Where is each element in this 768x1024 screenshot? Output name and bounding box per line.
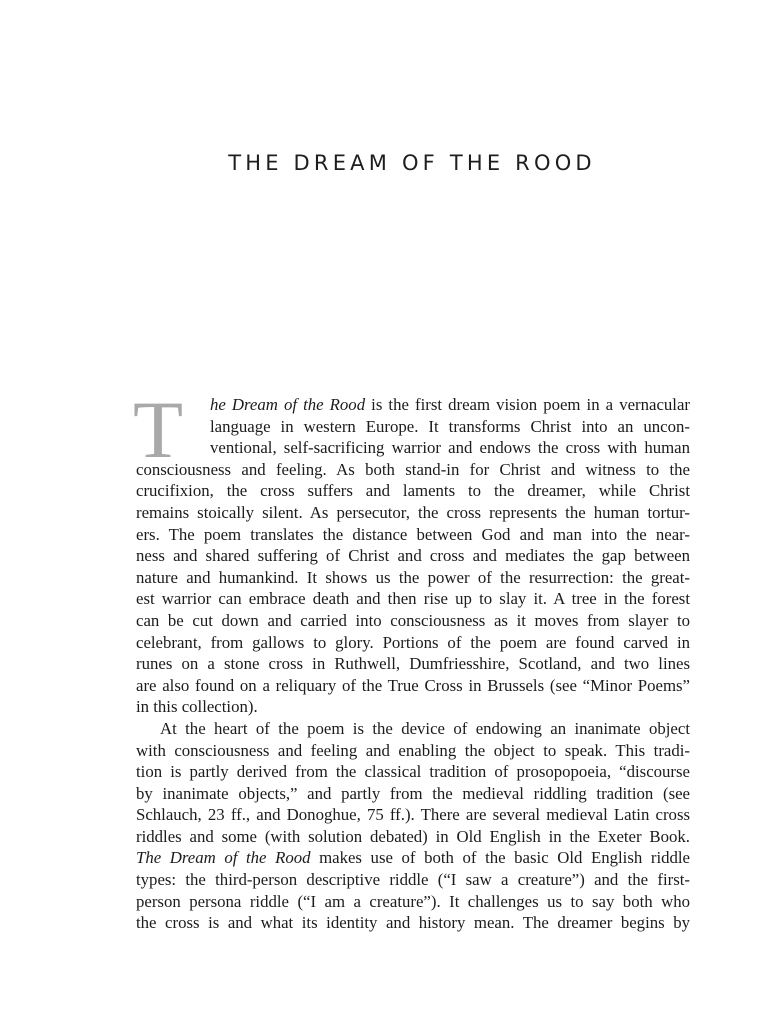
text-line: crucifixion, the cross suffers and laments to the dreamer, while Christ — [136, 481, 690, 501]
text-line: by inanimate objects,” and partly from the medieval riddling tradition (see — [136, 783, 690, 803]
text-line: At the heart of the poem is the device of endowing an inanimate object — [160, 718, 690, 738]
text-line: the cross is and what its identity and history mean. The dreamer begins by — [136, 913, 690, 933]
text-line — [136, 847, 690, 869]
drop-cap: T — [133, 384, 184, 475]
text-line: celebrant, from gallows to glory. Portions of the poem are found carved in — [136, 632, 690, 652]
text-line: nature and humankind. It shows us the power of the resurrection: the great- — [136, 567, 690, 587]
text-line: person persona riddle (“I am a creature”). It challenges us to say both who — [136, 891, 690, 911]
text-line: types: the third-person descriptive riddle (“I saw a creature”) and the first- — [136, 870, 690, 890]
text-line: remains stoically silent. As persecutor, the cross represents the human tortur- — [136, 502, 690, 522]
text-line: ers. The poem translates the distance between God and man into the near- — [136, 524, 690, 544]
poem-title-italic: he Dream of the Rood — [210, 395, 366, 414]
text-line: with consciousness and feeling and enabling the object to speak. This tradi- — [136, 740, 690, 760]
poem-title-italic: The Dream of the Rood — [136, 848, 311, 868]
line-text: makes use of both of the basic Old English riddle — [310, 848, 690, 868]
text-line: language in western Europe. It transforms Christ into an uncon- — [210, 416, 690, 436]
body-text — [133, 384, 690, 934]
line-text: is the first dream vision poem in a vernacular — [365, 395, 690, 414]
text-line: est warrior can embrace death and then rise up to slay it. A tree in the forest — [136, 589, 690, 609]
text-line: ness and shared suffering of Christ and cross and mediates the gap between — [136, 546, 690, 566]
text-line: can be cut down and carried into consciousness as it moves from slayer to — [136, 610, 690, 630]
text-line: in this collection). — [136, 697, 258, 717]
text-line: consciousness and feeling. As both stand-in for Christ and witness to the — [136, 459, 690, 479]
text-line — [136, 394, 690, 416]
text-line: are also found on a reliquary of the True Cross in Brussels (see “Minor Poems” — [136, 675, 690, 695]
text-line: tion is partly derived from the classical tradition of prosopopoeia, “discourse — [136, 762, 690, 782]
text-line: runes on a stone cross in Ruthwell, Dumfriesshire, Scotland, and two lines — [136, 654, 690, 674]
text-line: ventional, self-sacrificing warrior and endows the cross with human — [210, 438, 690, 458]
text-line: riddles and some (with solution debated) in Old English in the Exeter Book. — [136, 826, 690, 846]
text-line: Schlauch, 23 ff., and Donoghue, 75 ff.). There are several medieval Latin cross — [136, 805, 690, 825]
chapter-title: THE DREAM OF THE ROOD — [228, 151, 596, 175]
